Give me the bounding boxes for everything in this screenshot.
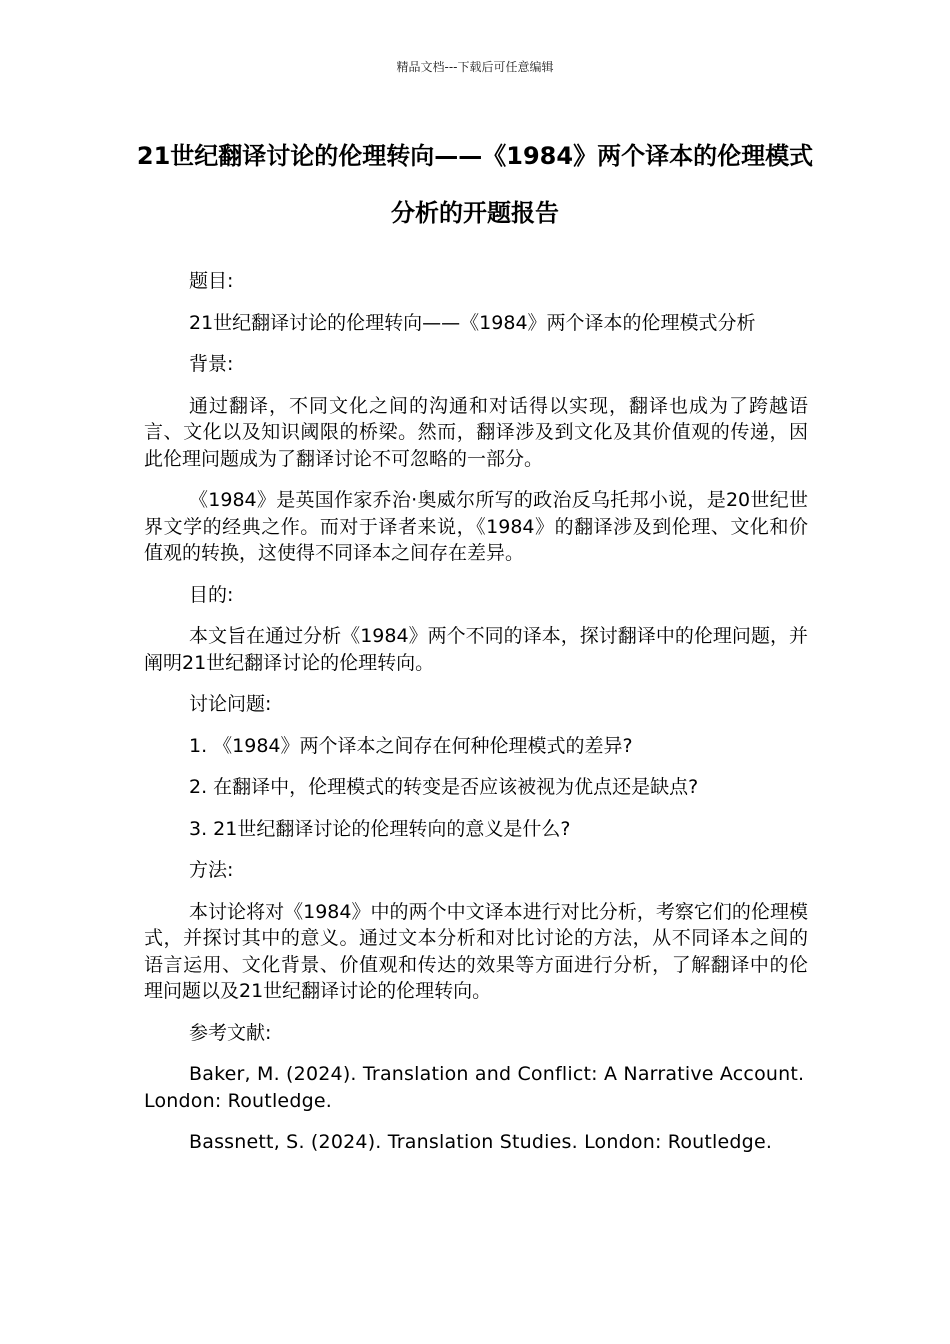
document-body (144, 268, 808, 1171)
topic-label: 题目: (189, 270, 234, 292)
questions-label: 讨论问题: (189, 693, 272, 715)
reference-item: Bassnett, S. (2024). Translation Studies. London: Routledge. (189, 1131, 773, 1153)
question-item: 3. 21世纪翻译讨论的伦理转向的意义是什么? (189, 817, 571, 840)
page-header: 精品文档---下载后可任意编辑 (396, 60, 554, 74)
background-paragraph-1: 通过翻译，不同文化之间的沟通和对话得以实现，翻译也成为了跨越语言、文化以及知识阈限的桥梁。然而，翻译涉及到文化及其价值观的传递，因此伦理问题成为了翻译讨论不可忽略的一部分。 (144, 394, 808, 470)
document-title: 21世纪翻译讨论的伦理转向——《1984》两个译本的伦理模式分析的开题报告 (136, 142, 814, 227)
question-item: 2. 在翻译中，伦理模式的转变是否应该被视为优点还是缺点? (189, 776, 699, 798)
reference-item: Baker, M. (2024). Translation and Conflict: A Narrative Account. London: Routledge. (144, 1063, 805, 1112)
method-text: 本讨论将对《1984》中的两个中文译本进行对比分析，考察它们的伦理模式，并探讨其中的意义。通过文本分析和对比讨论的方法，从不同译本之间的语言运用、文化背景、价值观和传达的效果等方面进行分析，了解翻译中的伦理问题以及21世纪翻译讨论的伦理转向。 (144, 900, 808, 1002)
method-label: 方法: (189, 859, 234, 881)
background-paragraph-2: 《1984》是英国作家乔治·奥威尔所写的政治反乌托邦小说，是20世纪世界文学的经典之作。而对于译者来说，《1984》的翻译涉及到伦理、文化和价值观的转换，这使得不同译本之间存在差异。 (144, 489, 808, 564)
question-item: 1. 《1984》两个译本之间存在何种伦理模式的差异? (189, 734, 633, 757)
purpose-label: 目的: (189, 583, 234, 606)
references-label: 参考文献: (189, 1021, 272, 1044)
topic-text: 21世纪翻译讨论的伦理转向——《1984》两个译本的伦理模式分析 (189, 311, 756, 334)
purpose-text: 本文旨在通过分析《1984》两个不同的译本，探讨翻译中的伦理问题，并阐明21世纪翻译讨论的伦理转向。 (144, 625, 808, 674)
background-label: 背景: (189, 353, 234, 375)
